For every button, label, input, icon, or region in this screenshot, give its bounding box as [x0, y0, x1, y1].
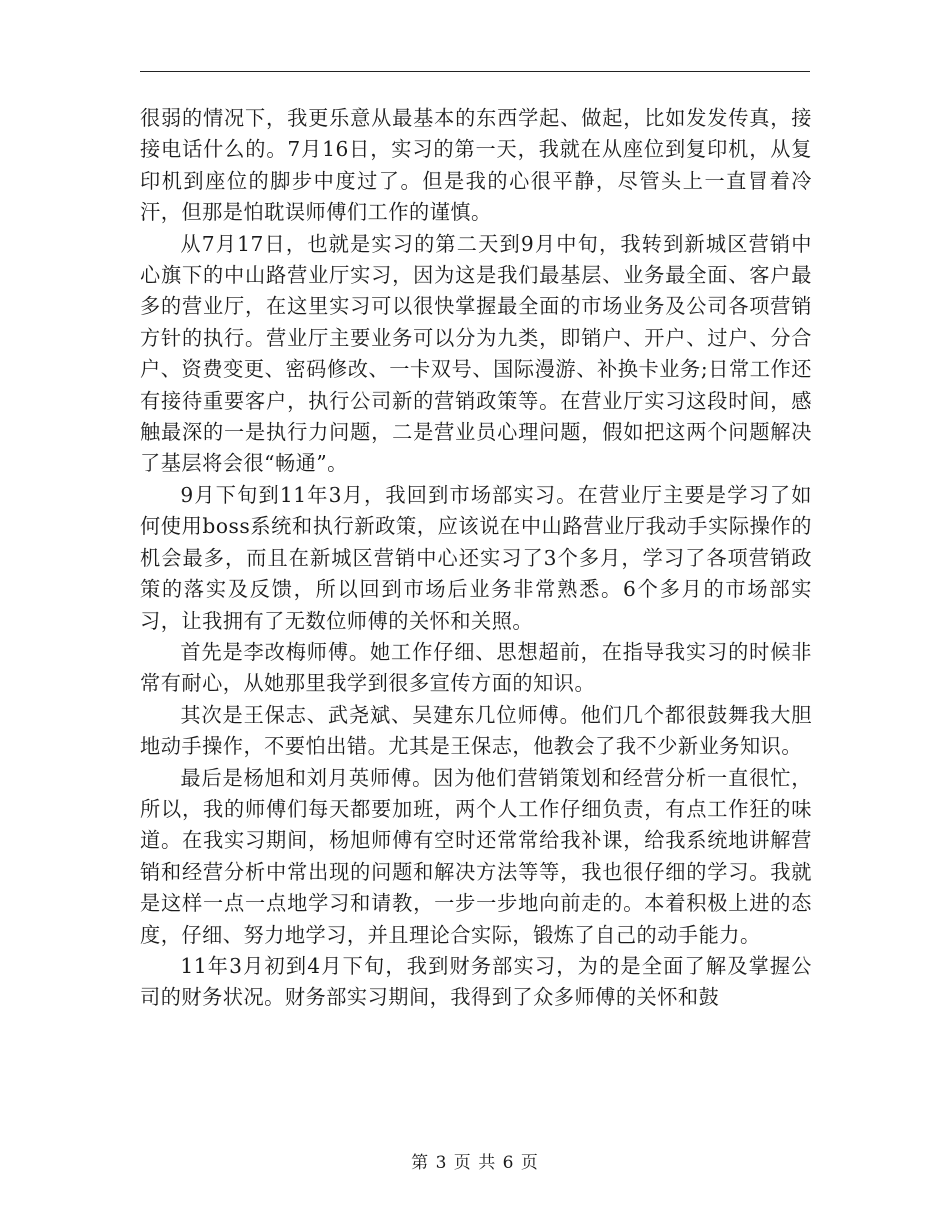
document-body — [140, 103, 812, 1014]
header-rule — [140, 71, 810, 72]
paragraph: 最后是杨旭和刘月英师傅。因为他们营销策划和经营分析一直很忙，所以，我的师傅们每天都要加班，两个人工作仔细负责，有点工作狂的味道。在我实习期间，杨旭师傅有空时还常常给我补课，给我系统地讲解营销和经营分析中常出现的问题和解决方法等等，我也很仔细的学习。我就是这样一点一点地学习和请教，一步一步地向前走的。本着积极上进的态度，仔细、努力地学习，并且理论合实际，锻炼了自己的动手能力。 — [140, 765, 812, 947]
paragraph: 11年3月初到4月下旬，我到财务部实习，为的是全面了解及掌握公司的财务状况。财务部实习期间，我得到了众多师傅的关怀和鼓 — [140, 953, 812, 1010]
paragraph: 很弱的情况下，我更乐意从最基本的东西学起、做起，比如发发传真，接接电话什么的。7月16日，实习的第一天，我就在从座位到复印机，从复印机到座位的脚步中度过了。但是我的心很平静，尽管头上一直冒着冷汗，但那是怕耽误师傅们工作的谨慎。 — [140, 106, 812, 225]
paragraph: 9月下旬到11年3月，我回到市场部实习。在营业厅主要是学习了如何使用boss系统和执行新政策，应该说在中山路营业厅我动手实际操作的机会最多，而且在新城区营销中心还实习了3个多月，学习了各项营销政策的落实及反馈，所以回到市场后业务非常熟悉。6个多月的市场部实习，让我拥有了无数位师傅的关怀和关照。 — [140, 482, 812, 633]
page-number-footer: 第 3 页 共 6 页 — [411, 1153, 539, 1173]
paragraph: 其次是王保志、武尧斌、吴建东几位师傅。他们几个都很鼓舞我大胆地动手操作，不要怕出错。尤其是王保志，他教会了我不少新业务知识。 — [140, 702, 812, 759]
paragraph: 首先是李改梅师傅。她工作仔细、思想超前，在指导我实习的时候非常有耐心，从她那里我学到很多宣传方面的知识。 — [140, 639, 812, 696]
paragraph: 从7月17日，也就是实习的第二天到9月中旬，我转到新城区营销中心旗下的中山路营业厅实习，因为这是我们最基层、业务最全面、客户最多的营业厅，在这里实习可以很快掌握最全面的市场业务及公司各项营销方针的执行。营业厅主要业务可以分为九类，即销户、开户、过户、分合户、资费变更、密码修改、一卡双号、国际漫游、补换卡业务;日常工作还有接待重要客户，执行公司新的营销政策等。在营业厅实习这段时间，感触最深的一是执行力问题，二是营业员心理问题，假如把这两个问题解决了基层将会很“畅通”。 — [140, 231, 812, 476]
